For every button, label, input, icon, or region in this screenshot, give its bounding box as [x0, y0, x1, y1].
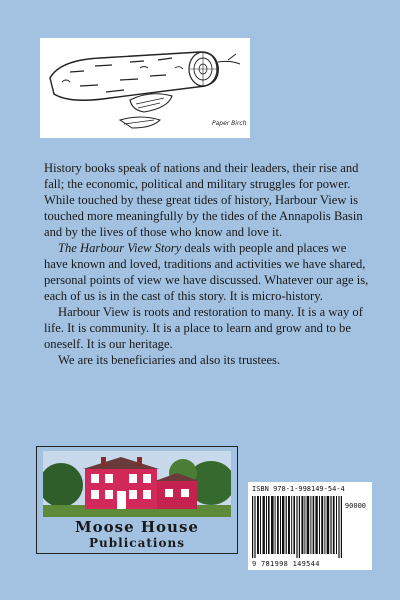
isbn-barcode [248, 482, 372, 570]
price-code: 90000 [344, 502, 366, 510]
paragraph-4: We are its beneficiaries and also its trustees. [58, 353, 281, 367]
barcode-digits: 9 781998 149544 [252, 560, 320, 568]
illustration-caption: Paper Birch [212, 120, 247, 127]
back-cover-text [44, 160, 370, 368]
paragraph-2 [44, 240, 370, 304]
paragraph-2-rest: deals with people and places we have known and loved, traditions and activities we have shared, personal points of view we have discussed. Whatever our age is, each of us is in the cast of this story. It is micro-history. [44, 241, 369, 303]
paragraph-1: History books speak of nations and their leaders, their rise and fall; the economic, political and military struggles for power. While touched by these great tides of history, Harbour View is touched more meaningfully by the tides of the Annapolis Basin and by the lives of those who know and love it. [44, 161, 363, 239]
birch-log-illustration [40, 38, 250, 138]
publisher-logo [36, 446, 238, 554]
paragraph-3: Harbour View is roots and restoration to many. It is a way of life. It is community. It is a place to learn and grow and to be oneself. It is our heritage. [44, 305, 363, 351]
isbn-number: ISBN 978-1-998149-54-4 [252, 485, 345, 493]
barcode-bars-icon [252, 496, 344, 558]
publisher-name-line2: Publications [89, 536, 185, 550]
publisher-name-line1: Moose House [75, 518, 199, 536]
red-farmhouse-logo-icon [43, 451, 231, 517]
book-title-italic: The Harbour View Story [58, 241, 182, 255]
